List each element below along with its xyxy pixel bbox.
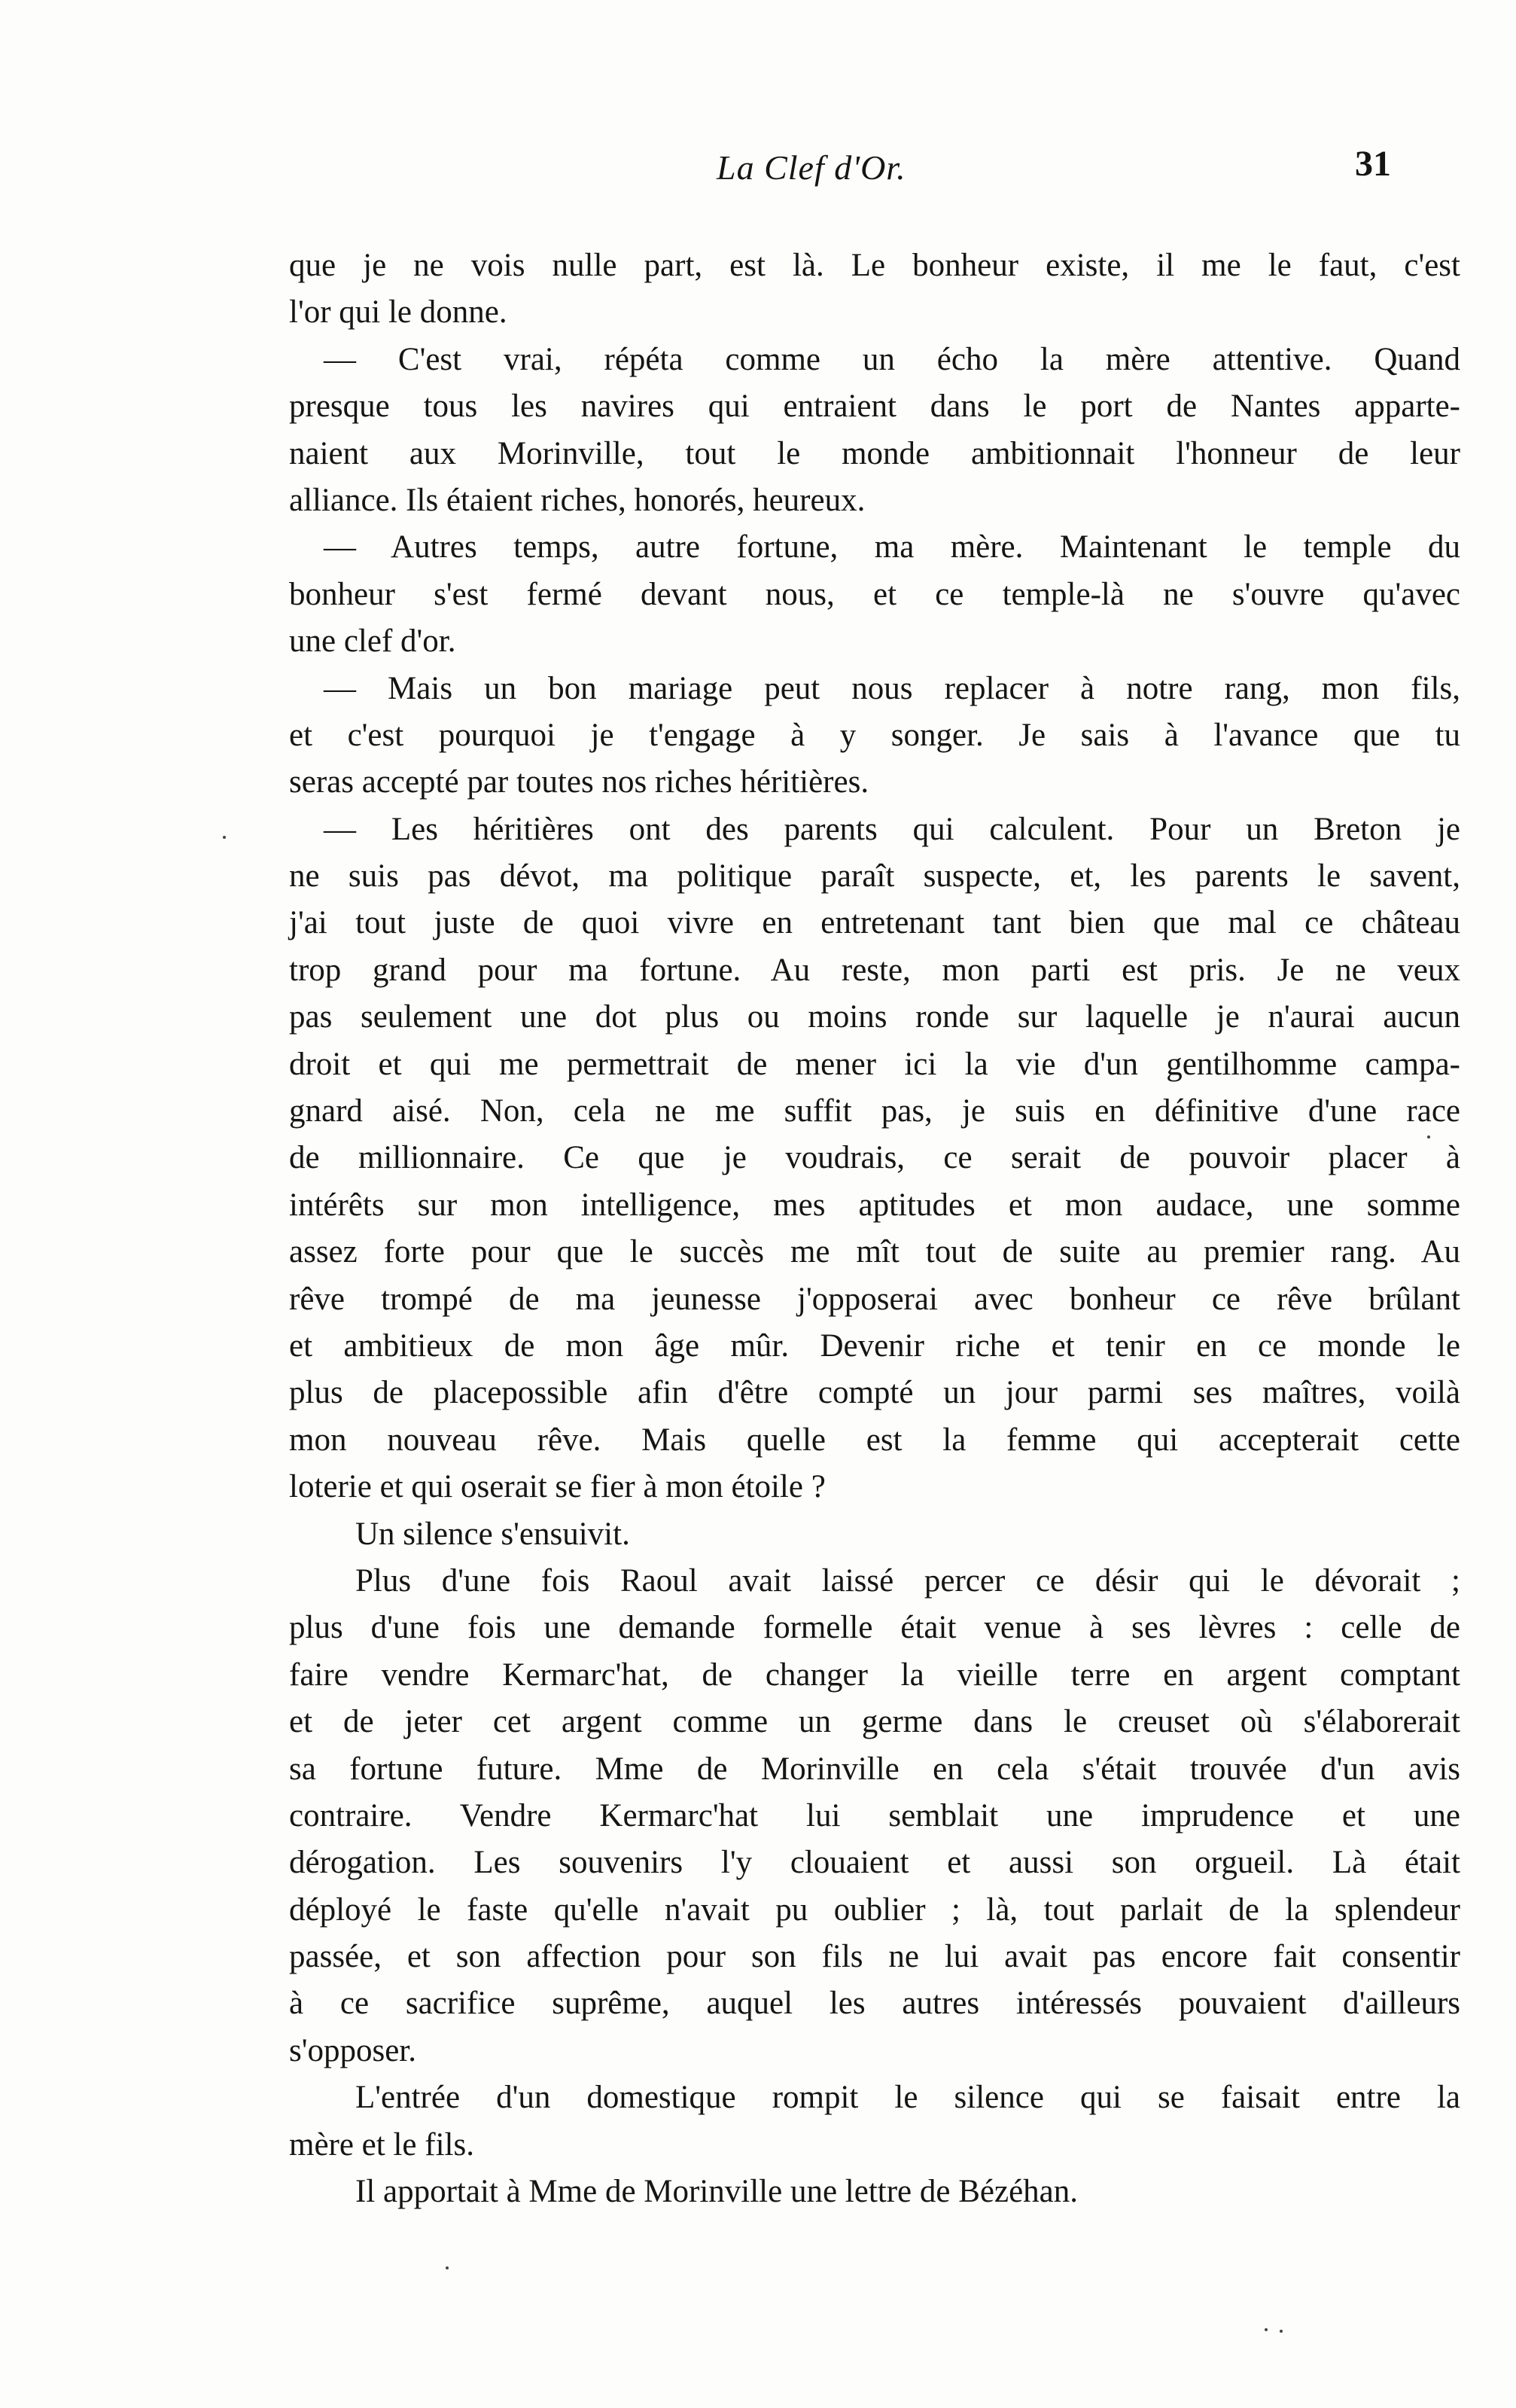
text-line: que je ne vois nulle part, est là. Le bonheur existe, il me le faut, c'est (289, 248, 1460, 283)
text-line: pas seulement une dot plus ou moins ronde sur laquelle je n'aurai aucun (289, 999, 1460, 1035)
text-line: l'or qui le donne. (289, 294, 507, 331)
text-line: mère et le fils. (289, 2126, 474, 2163)
body-text (289, 242, 1460, 2215)
text-line: — Autres temps, autre fortune, ma mère. Maintenant le temple du (324, 529, 1460, 565)
text-line: contraire. Vendre Kermarc'hat lui semblait une imprudence et une (289, 1797, 1460, 1833)
text-line: Plus d'une fois Raoul avait laissé percer ce désir qui le dévorait ; (355, 1562, 1460, 1599)
text-line: naient aux Morinville, tout le monde ambitionnait l'honneur de leur (289, 435, 1460, 471)
text-line: de millionnaire. Ce que je voudrais, ce serait de pouvoir placer à (289, 1140, 1460, 1176)
text-line: une clef d'or. (289, 623, 456, 660)
text-line: plus d'une fois une demande formelle était venue à ses lèvres : celle de (289, 1610, 1460, 1646)
text-line: trop grand pour ma fortune. Au reste, mon parti est pris. Je ne veux (289, 952, 1460, 988)
page-number: 31 (1355, 144, 1391, 184)
text-line: assez forte pour que le succès me mît tout de suite au premier rang. Au (289, 1234, 1460, 1270)
text-line: et c'est pourquoi je t'engage à y songer. Je sais à l'avance que tu (289, 717, 1460, 753)
text-line: — C'est vrai, répéta comme un écho la mère attentive. Quand (324, 341, 1460, 377)
text-line: sa fortune future. Mme de Morinville en cela s'était trouvée d'un avis (289, 1751, 1460, 1787)
text-line: gnard aisé. Non, cela ne me suffit pas, je suis en définitive d'une race (289, 1093, 1460, 1129)
text-line: j'ai tout juste de quoi vivre en entretenant tant bien que mal ce château (289, 905, 1460, 941)
text-line: faire vendre Kermarc'hat, de changer la vieille terre en argent comptant (289, 1657, 1460, 1693)
print-speck (223, 836, 226, 839)
running-title: La Clef d'Or. (717, 148, 906, 187)
text-line: seras accepté par toutes nos riches héritières. (289, 764, 869, 800)
text-line: rêve trompé de ma jeunesse j'opposerai avec bonheur ce rêve brûlant (289, 1281, 1460, 1317)
text-line: à ce sacrifice suprême, auquel les autres intéressés pouvaient d'ailleurs (289, 1986, 1460, 2022)
text-line: passée, et son affection pour son fils ne lui avait pas encore fait consentir (289, 1939, 1460, 1975)
text-line: Il apportait à Mme de Morinville une lettre de Bézéhan. (355, 2174, 1078, 2210)
running-head (0, 144, 1516, 208)
print-speck (1280, 2330, 1283, 2333)
print-speck (446, 2266, 449, 2269)
text-line: s'opposer. (289, 2032, 416, 2068)
text-line: presque tous les navires qui entraient dans le port de Nantes apparte- (289, 389, 1460, 425)
text-line: — Mais un bon mariage peut nous replacer à notre rang, mon fils, (324, 670, 1460, 706)
text-line: plus de placepossible afin d'être compté un jour parmi ses maîtres, voilà (289, 1375, 1460, 1411)
text-line: L'entrée d'un domestique rompit le silence qui se faisait entre la (355, 2080, 1460, 2116)
text-line: alliance. Ils étaient riches, honorés, heureux. (289, 482, 866, 518)
text-line: intérêts sur mon intelligence, mes aptitudes et mon audace, une somme (289, 1187, 1460, 1223)
text-line: et ambitieux de mon âge mûr. Devenir riche et tenir en ce monde le (289, 1327, 1460, 1364)
print-speck (1427, 1135, 1430, 1138)
text-line: loterie et qui oserait se fier à mon étoile ? (289, 1469, 826, 1505)
text-line: bonheur s'est fermé devant nous, et ce temple-là ne s'ouvre qu'avec (289, 576, 1460, 612)
text-line: — Les héritières ont des parents qui calculent. Pour un Breton je (324, 811, 1460, 847)
text-line: et de jeter cet argent comme un germe dans le creuset où s'élaborerait (289, 1704, 1460, 1740)
text-line: Un silence s'ensuivit. (355, 1516, 630, 1552)
print-speck (1265, 2328, 1268, 2331)
text-line: ne suis pas dévot, ma politique paraît suspecte, et, les parents le savent, (289, 858, 1460, 895)
text-line: dérogation. Les souvenirs l'y clouaient et aussi son orgueil. Là était (289, 1845, 1460, 1881)
text-line: mon nouveau rêve. Mais quelle est la femme qui accepterait cette (289, 1422, 1460, 1458)
text-line: déployé le faste qu'elle n'avait pu oublier ; là, tout parlait de la splendeur (289, 1891, 1460, 1928)
text-line: droit et qui me permettrait de mener ici la vie d'un gentilhomme campa- (289, 1046, 1460, 1082)
